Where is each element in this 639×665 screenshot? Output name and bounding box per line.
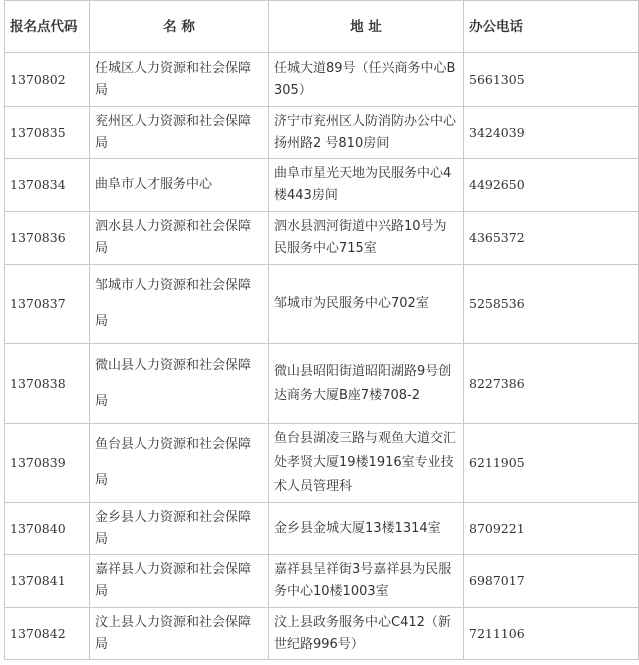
header-row — [5, 1, 639, 53]
table-row — [5, 159, 639, 212]
address-cell: 金乡县金城大厦13楼1314室 — [269, 503, 464, 555]
phone-cell: 6987017 — [464, 555, 639, 608]
phone-cell: 8227386 — [464, 344, 639, 424]
code-cell: 1370835 — [5, 107, 90, 159]
code-cell: 1370840 — [5, 503, 90, 555]
header-name: 名 称 — [90, 1, 269, 53]
table-row — [5, 265, 639, 344]
name-cell: 兖州区人力资源和社会保障局 — [90, 107, 269, 159]
name-cell: 金乡县人力资源和社会保障局 — [90, 503, 269, 555]
table-row — [5, 53, 639, 107]
name-cell: 鱼台县人力资源和社会保障局 — [90, 424, 269, 503]
address-cell: 曲阜市星光天地为民服务中心4楼443房间 — [269, 159, 464, 212]
phone-cell: 5661305 — [464, 53, 639, 107]
name-cell: 任城区人力资源和社会保障局 — [90, 53, 269, 107]
code-cell: 1370838 — [5, 344, 90, 424]
phone-cell: 5258536 — [464, 265, 639, 344]
phone-cell: 4492650 — [464, 159, 639, 212]
table-row — [5, 107, 639, 159]
address-cell: 嘉祥县呈祥街3号嘉祥县为民服务中心10楼1003室 — [269, 555, 464, 608]
phone-cell: 3424039 — [464, 107, 639, 159]
code-cell: 1370839 — [5, 424, 90, 503]
table-row — [5, 503, 639, 555]
table-row — [5, 344, 639, 424]
address-cell: 泗水县泗河街道中兴路10号为民服务中心715室 — [269, 212, 464, 265]
address-cell: 任城大道89号（任兴商务中心B305） — [269, 53, 464, 107]
phone-cell: 7211106 — [464, 608, 639, 660]
table-row — [5, 608, 639, 660]
address-cell: 微山县昭阳街道昭阳湖路9号创达商务大厦B座7楼708-2 — [269, 344, 464, 424]
code-cell: 1370836 — [5, 212, 90, 265]
code-cell: 1370841 — [5, 555, 90, 608]
address-cell: 邹城市为民服务中心702室 — [269, 265, 464, 344]
header-address: 地 址 — [269, 1, 464, 53]
address-cell: 鱼台县湖凌三路与观鱼大道交汇处孝贤大厦19楼1916室专业技术人员管理科 — [269, 424, 464, 503]
address-cell: 汶上县政务服务中心C412（新世纪路996号） — [269, 608, 464, 660]
registration-points-table — [4, 0, 639, 660]
name-cell: 嘉祥县人力资源和社会保障局 — [90, 555, 269, 608]
code-cell: 1370834 — [5, 159, 90, 212]
phone-cell: 6211905 — [464, 424, 639, 503]
header-phone: 办公电话 — [464, 1, 639, 53]
code-cell: 1370802 — [5, 53, 90, 107]
address-cell: 济宁市兖州区人防消防办公中心扬州路2 号810房间 — [269, 107, 464, 159]
name-cell: 汶上县人力资源和社会保障局 — [90, 608, 269, 660]
name-cell: 曲阜市人才服务中心 — [90, 159, 269, 212]
table-row — [5, 424, 639, 503]
phone-cell: 4365372 — [464, 212, 639, 265]
phone-cell: 8709221 — [464, 503, 639, 555]
code-cell: 1370842 — [5, 608, 90, 660]
name-cell: 泗水县人力资源和社会保障局 — [90, 212, 269, 265]
header-code: 报名点代码 — [5, 1, 90, 53]
code-cell: 1370837 — [5, 265, 90, 344]
name-cell: 邹城市人力资源和社会保障局 — [90, 265, 269, 344]
table-row — [5, 212, 639, 265]
table-row — [5, 555, 639, 608]
name-cell: 微山县人力资源和社会保障局 — [90, 344, 269, 424]
